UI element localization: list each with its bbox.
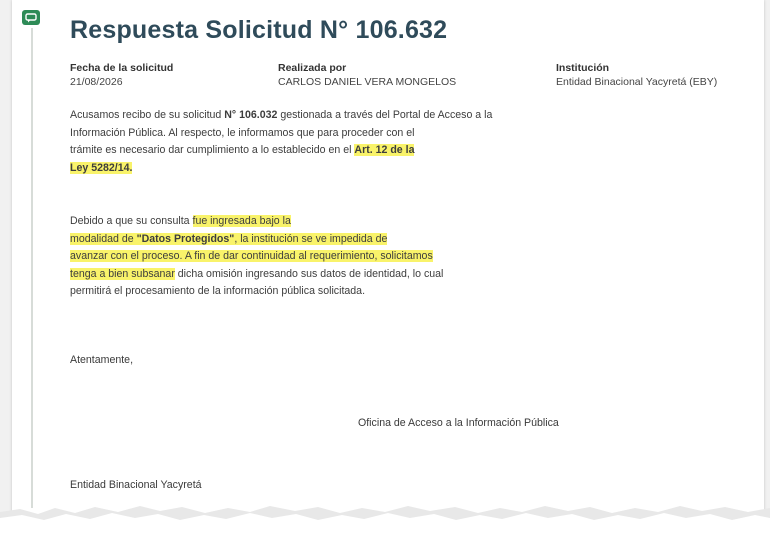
requester-block: [278, 62, 456, 88]
text-run: gestionada a través del Portal de Acceso a la: [277, 109, 493, 121]
entity-signature: Entidad Binacional Yacyretá: [70, 479, 202, 491]
timeline-rail: [31, 28, 33, 508]
highlighted-law-ref: Art. 12 de la: [354, 144, 415, 157]
highlighted-law-ref: Ley 5282/14.: [70, 161, 133, 174]
highlighted-text: , la institución se ve impedida de: [234, 232, 388, 245]
text-line: Información Pública. Al respecto, le informamos que para proceder con el: [70, 126, 415, 139]
highlighted-text: tenga a bien subsanar: [70, 267, 175, 280]
paragraph-acknowledgement: [70, 107, 492, 177]
torn-paper-edge: [0, 494, 770, 534]
institution-block: [556, 62, 717, 88]
request-number: N° 106.032: [224, 109, 278, 121]
chat-icon[interactable]: [22, 10, 40, 25]
text-line: permitirá el procesamiento de la información pública solicitada.: [70, 285, 366, 298]
office-signature: Oficina de Acceso a la Información Pública: [358, 417, 559, 429]
institution-label: Institución: [556, 62, 610, 74]
text-run: trámite es necesario dar cumplimiento a lo establecido en el: [70, 144, 355, 157]
highlighted-text: avanzar con el proceso. A fin de dar continuidad al requerimiento, solicitamos: [70, 250, 433, 263]
requester-label: Realizada por: [278, 62, 347, 74]
paragraph-reason: [70, 213, 443, 301]
request-date-label: Fecha de la solicitud: [70, 62, 174, 74]
request-date-block: [70, 62, 173, 88]
page-title: Respuesta Solicitud N° 106.632: [70, 16, 448, 44]
text-run: dicha omisión ingresando sus datos de identidad, lo cual: [174, 267, 444, 280]
closing-salutation: Atentamente,: [70, 354, 134, 366]
text-run: Acusamos recibo de su solicitud: [70, 109, 225, 121]
text-run: Debido a que su consulta: [70, 215, 193, 227]
highlighted-text: modalidad de: [70, 232, 137, 245]
highlighted-text: fue ingresada bajo la: [192, 215, 291, 227]
requester-value: CARLOS DANIEL VERA MONGELOS: [278, 76, 457, 88]
highlighted-mode: "Datos Protegidos": [136, 232, 235, 245]
institution-value: Entidad Binacional Yacyretá (EBY): [556, 76, 718, 88]
request-date-value: 21/08/2026: [70, 76, 123, 88]
